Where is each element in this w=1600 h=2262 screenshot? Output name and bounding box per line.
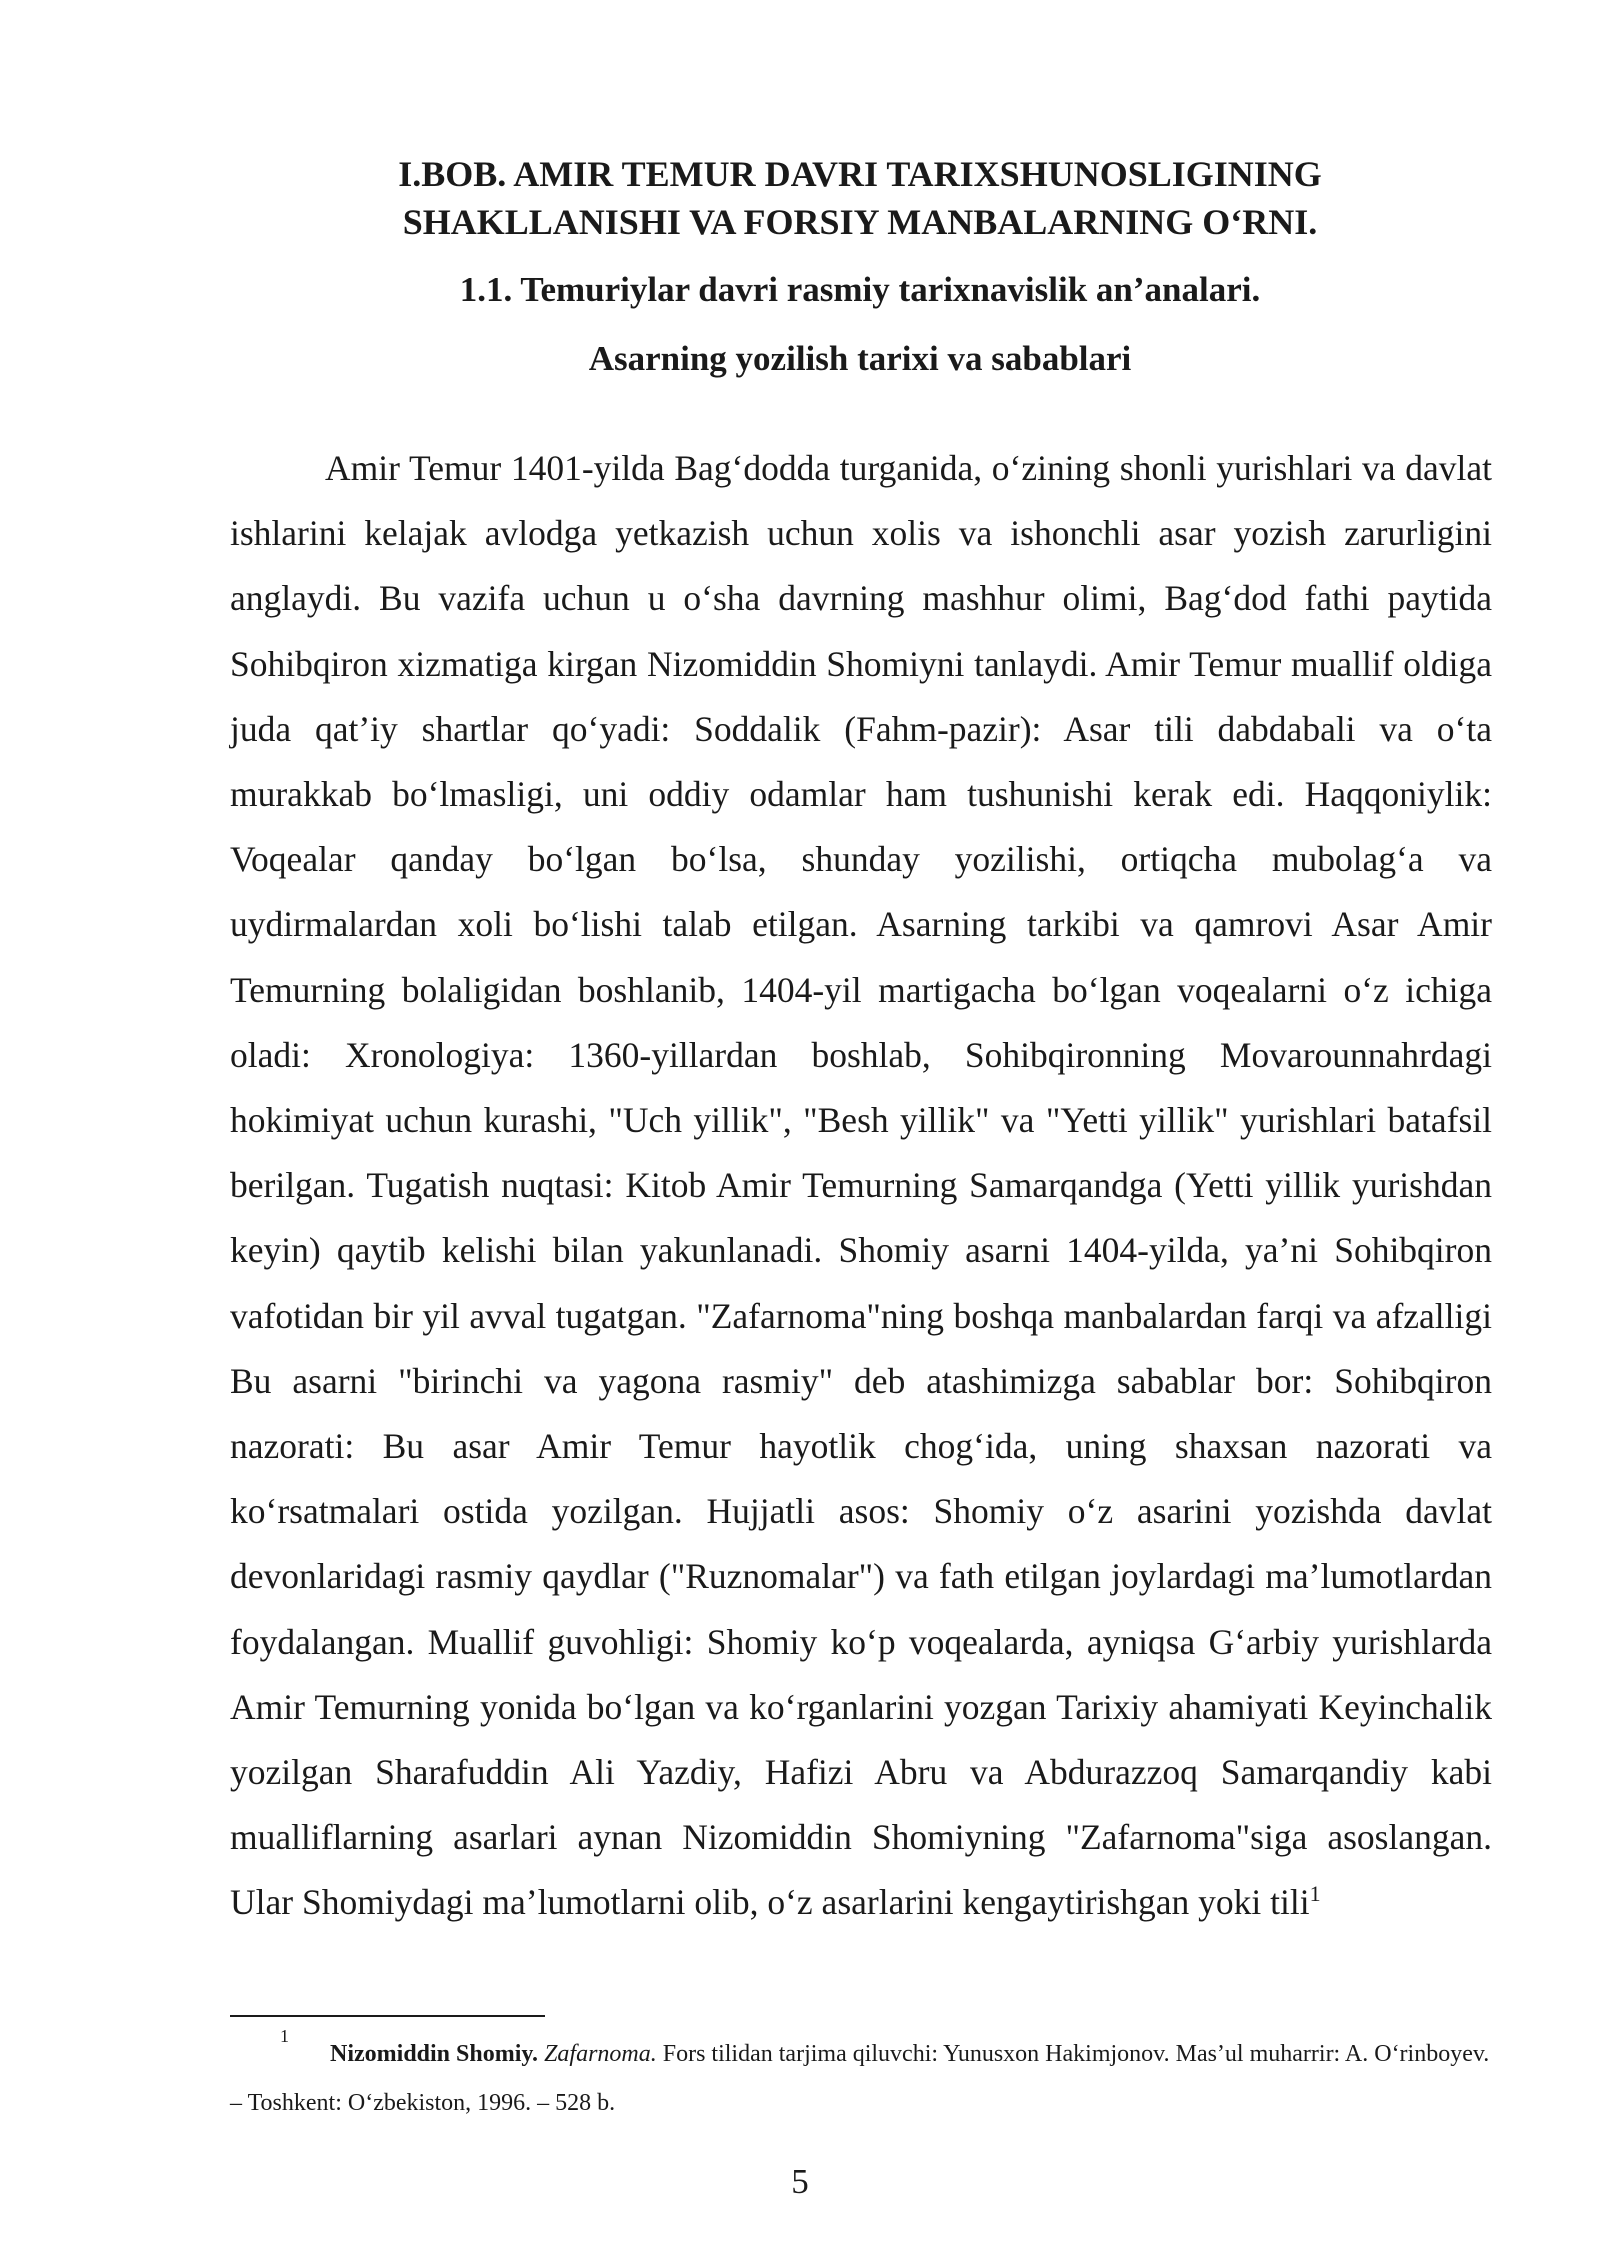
footnote-separator [230, 2015, 545, 2017]
chapter-title-line-1: I.BOB. AMIR TEMUR DAVRI TARIXSHUNOSLIGINING [398, 154, 1322, 194]
page-number: 5 [791, 2162, 809, 2201]
body-paragraph [230, 436, 1492, 1936]
chapter-title-line-2: SHAKLLANISHI VA FORSIY MANBALARNING O‘RNI. [402, 202, 1318, 242]
chapter-title [230, 150, 1490, 246]
footnote [230, 2030, 1492, 2128]
subsection-title: Asarning yozilish tarixi va sabablari [588, 339, 1132, 378]
footnote-title: Zafarnoma. [544, 2041, 657, 2067]
footnote-reference[interactable]: 1 [1309, 1881, 1321, 1907]
footnote-details: Fors tilidan tarjima qiluvchi: Yunusxon Hakimjonov. Mas’ul muharrir: A. O‘rinboyev. – Toshkent: O‘zbekiston, 1996. – 528 b. [230, 2041, 1490, 2116]
footnote-author: Nizomiddin Shomiy. [330, 2041, 539, 2067]
section-title: 1.1. Temuriylar davri rasmiy tarixnavislik an’analari. [459, 270, 1261, 309]
body-paragraph-text: Amir Temur 1401-yilda Bag‘dodda turganida, o‘zining shonli yurishlari va davlat ishlarini kelajak avlodga yetkazish uchun xolis va ishonchli asar yozish zarurligini anglaydi. Bu vazifa uchun u o‘sha davrning mashhur olimi, Bag‘dod fathi paytida Sohibqiron xizmatiga kirgan Nizomiddin Shomiyni tanlaydi. Amir Temur muallif oldiga juda qat’iy shartlar qo‘yadi: Soddalik (Fahm-pazir): Asar tili dabdabali va o‘ta murakkab bo‘lmasligi, uni oddiy odamlar ham tushunishi kerak edi. Haqqoniylik: Voqealar qanday bo‘lgan bo‘lsa, shunday yozilishi, ortiqcha mubolag‘a va uydirmalardan xoli bo‘lishi talab etilgan. Asarning tarkibi va qamrovi Asar Amir Temurning bolaligidan boshlanib, 1404-yil martigacha bo‘lgan voqealarni o‘z ichiga oladi: Xronologiya: 1360-yillardan boshlab, Sohibqironning Movarounnahrdagi hokimiyat uchun kurashi, "Uch yillik", "Besh yillik" va "Yetti yillik" yurishlari batafsil berilgan. Tugatish nuqtasi: Kitob Amir Temurning Samarqandga (Yetti yillik yurishdan keyin) qaytib kelishi bilan yakunlanadi. Shomiy asarni 1404-yilda, ya’ni Sohibqiron vafotidan bir yil avval tugatgan. "Zafarnoma"ning boshqa manbalardan farqi va afzalligi Bu asarni "birinchi va yagona rasmiy" deb atashimizga sabablar bor: Sohibqiron nazorati: Bu asar Amir Temur hayotlik chog‘ida, uning shaxsan nazorati va ko‘rsatmalari ostida yozilgan. Hujjatli asos: Shomiy o‘z asarini yozishda davlat devonlaridagi rasmiy qaydlar ("Ruznomalar") va fath etilgan joylardagi ma’lumotlardan foydalangan. Muallif guvohligi: Shomiy ko‘p voqealarda, ayniqsa G‘arbiy yurishlarda Amir Temurning yonida bo‘lgan va ko‘rganlarini yozgan Tarixiy ahamiyati Keyinchalik yozilgan Sharafuddin Ali Yazdiy, Hafizi Abru va Abdurazzoq Samarqandiy kabi mualliflarning asarlari aynan Nizomiddin Shomiyning "Zafarnoma"siga asoslangan. Ular Shomiydagi ma’lumotlarni olib, o‘z asarlarini kengaytirishgan yoki tili [230, 448, 1492, 1923]
footnote-number: 1 [280, 2026, 289, 2046]
